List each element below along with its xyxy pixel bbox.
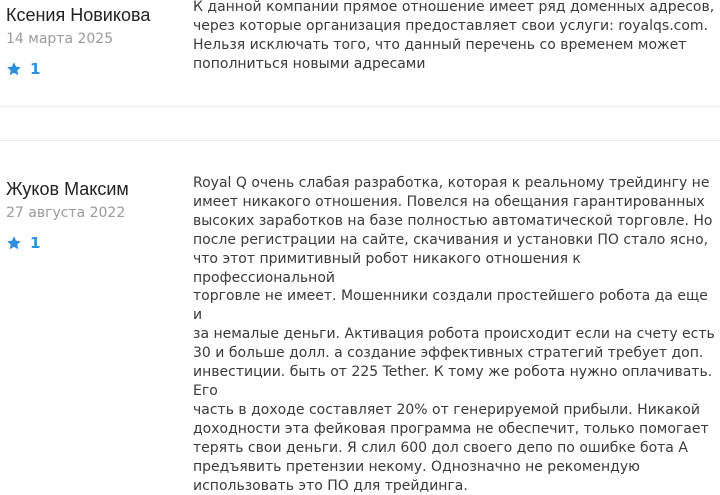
likes-count: 1 (30, 234, 41, 252)
review-card (0, 0, 720, 106)
review-text-line: часть в доходе составляет 20% от генерируемой прибыли. Никакой (193, 401, 700, 418)
like-counter[interactable] (6, 59, 186, 79)
review-text-line: за немалые деньги. Активация робота происходит если на счету есть (193, 326, 715, 343)
review-text-line: что этот примитивный робот никакого отношения к профессиональной (193, 250, 581, 286)
like-counter[interactable] (6, 233, 186, 253)
review-text (193, 174, 717, 495)
review-text-line: инвестиции. быть от 225 Tether. К тому же робота нужно оплачивать. Его (193, 364, 713, 399)
star-icon[interactable] (6, 61, 22, 77)
star-icon[interactable] (6, 235, 22, 251)
review-text (193, 0, 717, 74)
review-text-line: Royal Q очень слабая разработка, которая к реальному трейдингу не (193, 175, 710, 191)
review-text-line: терять свои деньги. Я слил 600 дол своего депо по ошибке бота А (193, 439, 688, 456)
review-text-line: Нельзя исключать того, что данный перечень со временем может (193, 36, 687, 53)
review-text-line: 30 и больше долл. а создание эффективных стратегий требует доп. (193, 345, 704, 362)
review-text-line: через которые организация предоставляет свои услуги: royalqs.com. (193, 17, 709, 34)
author-name[interactable]: Ксения Новикова (6, 5, 151, 25)
review-text-line: имеет никакого отношения. Повелся на обещания гарантированных (193, 193, 705, 210)
divider (0, 140, 720, 141)
review-text-line: пополниться новыми адресами (193, 55, 426, 72)
review-author-block (6, 4, 186, 79)
author-name[interactable]: Жуков Максим (6, 179, 129, 199)
review-date: 27 августа 2022 (6, 205, 126, 221)
review-text-line: торговле не имеет. Мошенники создали простейшего робота да еще и (193, 288, 708, 324)
review-date: 14 марта 2025 (6, 31, 114, 47)
review-text-line: предъявить претензии некому. Однозначно не рекомендую (193, 458, 640, 475)
review-text-line: К данной компании прямое отношение имеет ряд доменных адресов, (193, 0, 715, 15)
divider (0, 106, 720, 107)
review-author-block (6, 178, 186, 253)
review-text-line: использовать это ПО для трейдинга. (193, 477, 468, 494)
review-text-line: после регистрации на сайте, скачивания и установки ПО стало ясно, (193, 231, 709, 248)
review-text-line: доходности эта фейковая программа не обеспечит, только помогает (193, 420, 709, 437)
likes-count: 1 (30, 60, 41, 78)
review-text-line: высоких заработков на базе полностью автоматической торговле. Но (193, 212, 713, 229)
review-card (0, 166, 720, 494)
